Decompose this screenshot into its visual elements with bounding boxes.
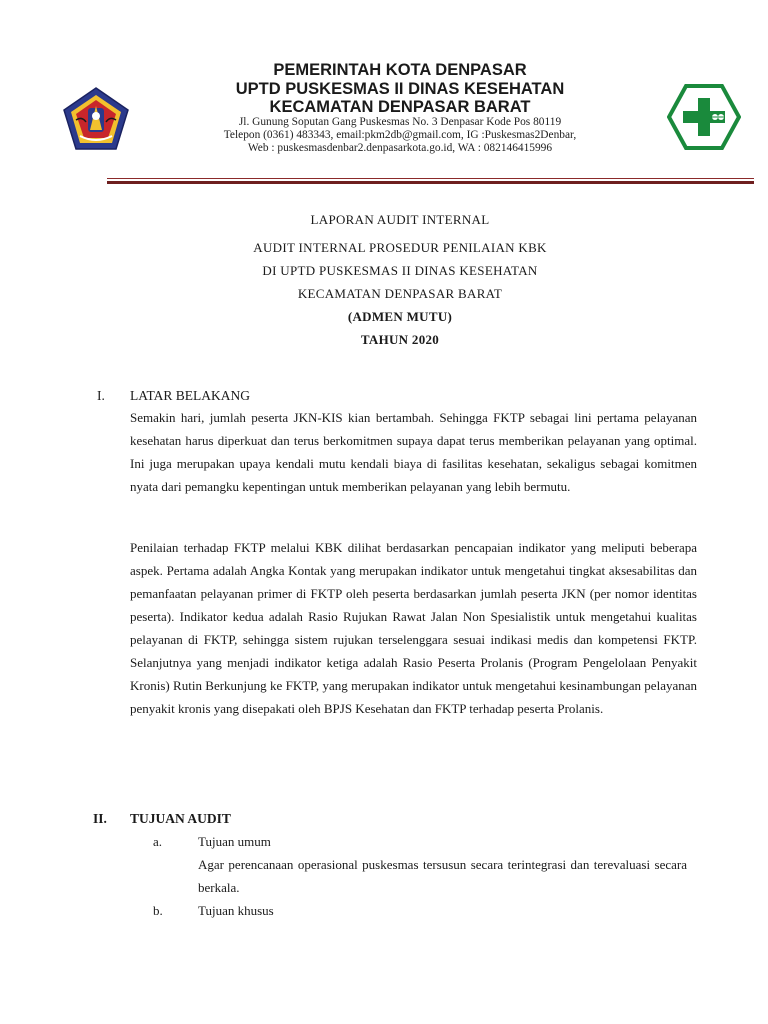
objective-a-letter: a. <box>153 834 163 849</box>
letterhead-web: Web : puskesmasdenbar2.denpasarkota.go.id, WA : 082146415996 <box>247 142 553 154</box>
letterhead-line-2: UPTD PUSKESMAS II DINAS KESEHATAN <box>235 80 565 98</box>
letterhead-address: Jl. Gunung Soputan Gang Puskesmas No. 3 Denpasar Kode Pos 80119 <box>238 116 562 128</box>
letterhead-contact: Telepon (0361) 483343, email:pkm2db@gmail.com, IG :Puskesmas2Denbar, <box>223 129 577 141</box>
section-1-number: I. <box>97 388 105 403</box>
section-1-paragraph-1: Semakin hari, jumlah peserta JKN-KIS kian bertambah. Sehingga FKTP sebagai lini pertama pelayanan kesehatan harus diperkuat dan terus berkomitmen supaya dapat terus memberikan pelayanan yang optimal. Ini juga merupakan upaya kendali mutu kendali biaya di fasilitas kesehatan, sekaligus sebagai komitmen nyata dari pemangku kepentingan untuk memberikan pelayanan yang lebih bermutu. <box>130 410 697 494</box>
letterhead-line-1: PEMERINTAH KOTA DENPASAR <box>273 61 527 79</box>
denpasar-city-emblem-icon <box>62 86 130 152</box>
letterhead-rule-thick <box>107 181 754 184</box>
letterhead-line-3: KECAMATAN DENPASAR BARAT <box>269 98 531 116</box>
section-1-heading: LATAR BELAKANG <box>130 388 251 403</box>
section-1-paragraph-2: Penilaian terhadap FKTP melalui KBK dilihat berdasarkan pencapaian indikator yang meliputi beberapa aspek. Pertama adalah Angka Kontak yang merupakan indikator untuk mengetahui tingkat aksesabilitas dan pemanfaatan pelayanan primer di FKTP oleh peserta berdasarkan jumlah peserta JKN (per nomor identitas peserta). Indikator kedua adalah Rasio Rujukan Rawat Jalan Non Spesialistik untuk mengetahui kualitas pelayanan di FKTP, sehingga sistem rujukan terselenggara sesuai indikasi medis dan kompetensi FKTP. Selanjutnya yang menjadi indikator ketiga adalah Rasio Peserta Prolanis (Program Pengelolaan Penyakit Kronis) Rutin Berkunjung ke FKTP, yang merupakan indikator untuk mengetahui kesinambungan pelayanan penyakit kronis yang disepakati oleh BPJS Kesehatan dan FKTP terhadap peserta Prolanis. <box>130 540 697 716</box>
report-title: LAPORAN AUDIT INTERNAL <box>310 212 490 227</box>
objective-a-text: Agar perencanaan operasional puskesmas tersusun secara terintegrasi dan terevaluasi secara berkala. <box>198 857 687 895</box>
report-year: TAHUN 2020 <box>360 332 440 347</box>
report-subtitle-1: AUDIT INTERNAL PROSEDUR PENILAIAN KBK <box>253 240 547 255</box>
objective-b-label: Tujuan khusus <box>198 903 274 918</box>
section-2-heading: TUJUAN AUDIT <box>130 811 231 826</box>
report-subtitle-3: KECAMATAN DENPASAR BARAT <box>297 286 503 301</box>
section-2-number: II. <box>93 811 107 826</box>
objective-b-letter: b. <box>153 903 163 918</box>
objective-a-label: Tujuan umum <box>198 834 271 849</box>
report-subtitle-4: (ADMEN MUTU) <box>347 309 453 324</box>
report-subtitle-2: DI UPTD PUSKESMAS II DINAS KESEHATAN <box>262 263 538 278</box>
letterhead-rule-thin <box>107 178 754 179</box>
puskesmas-cross-icon <box>667 84 741 150</box>
